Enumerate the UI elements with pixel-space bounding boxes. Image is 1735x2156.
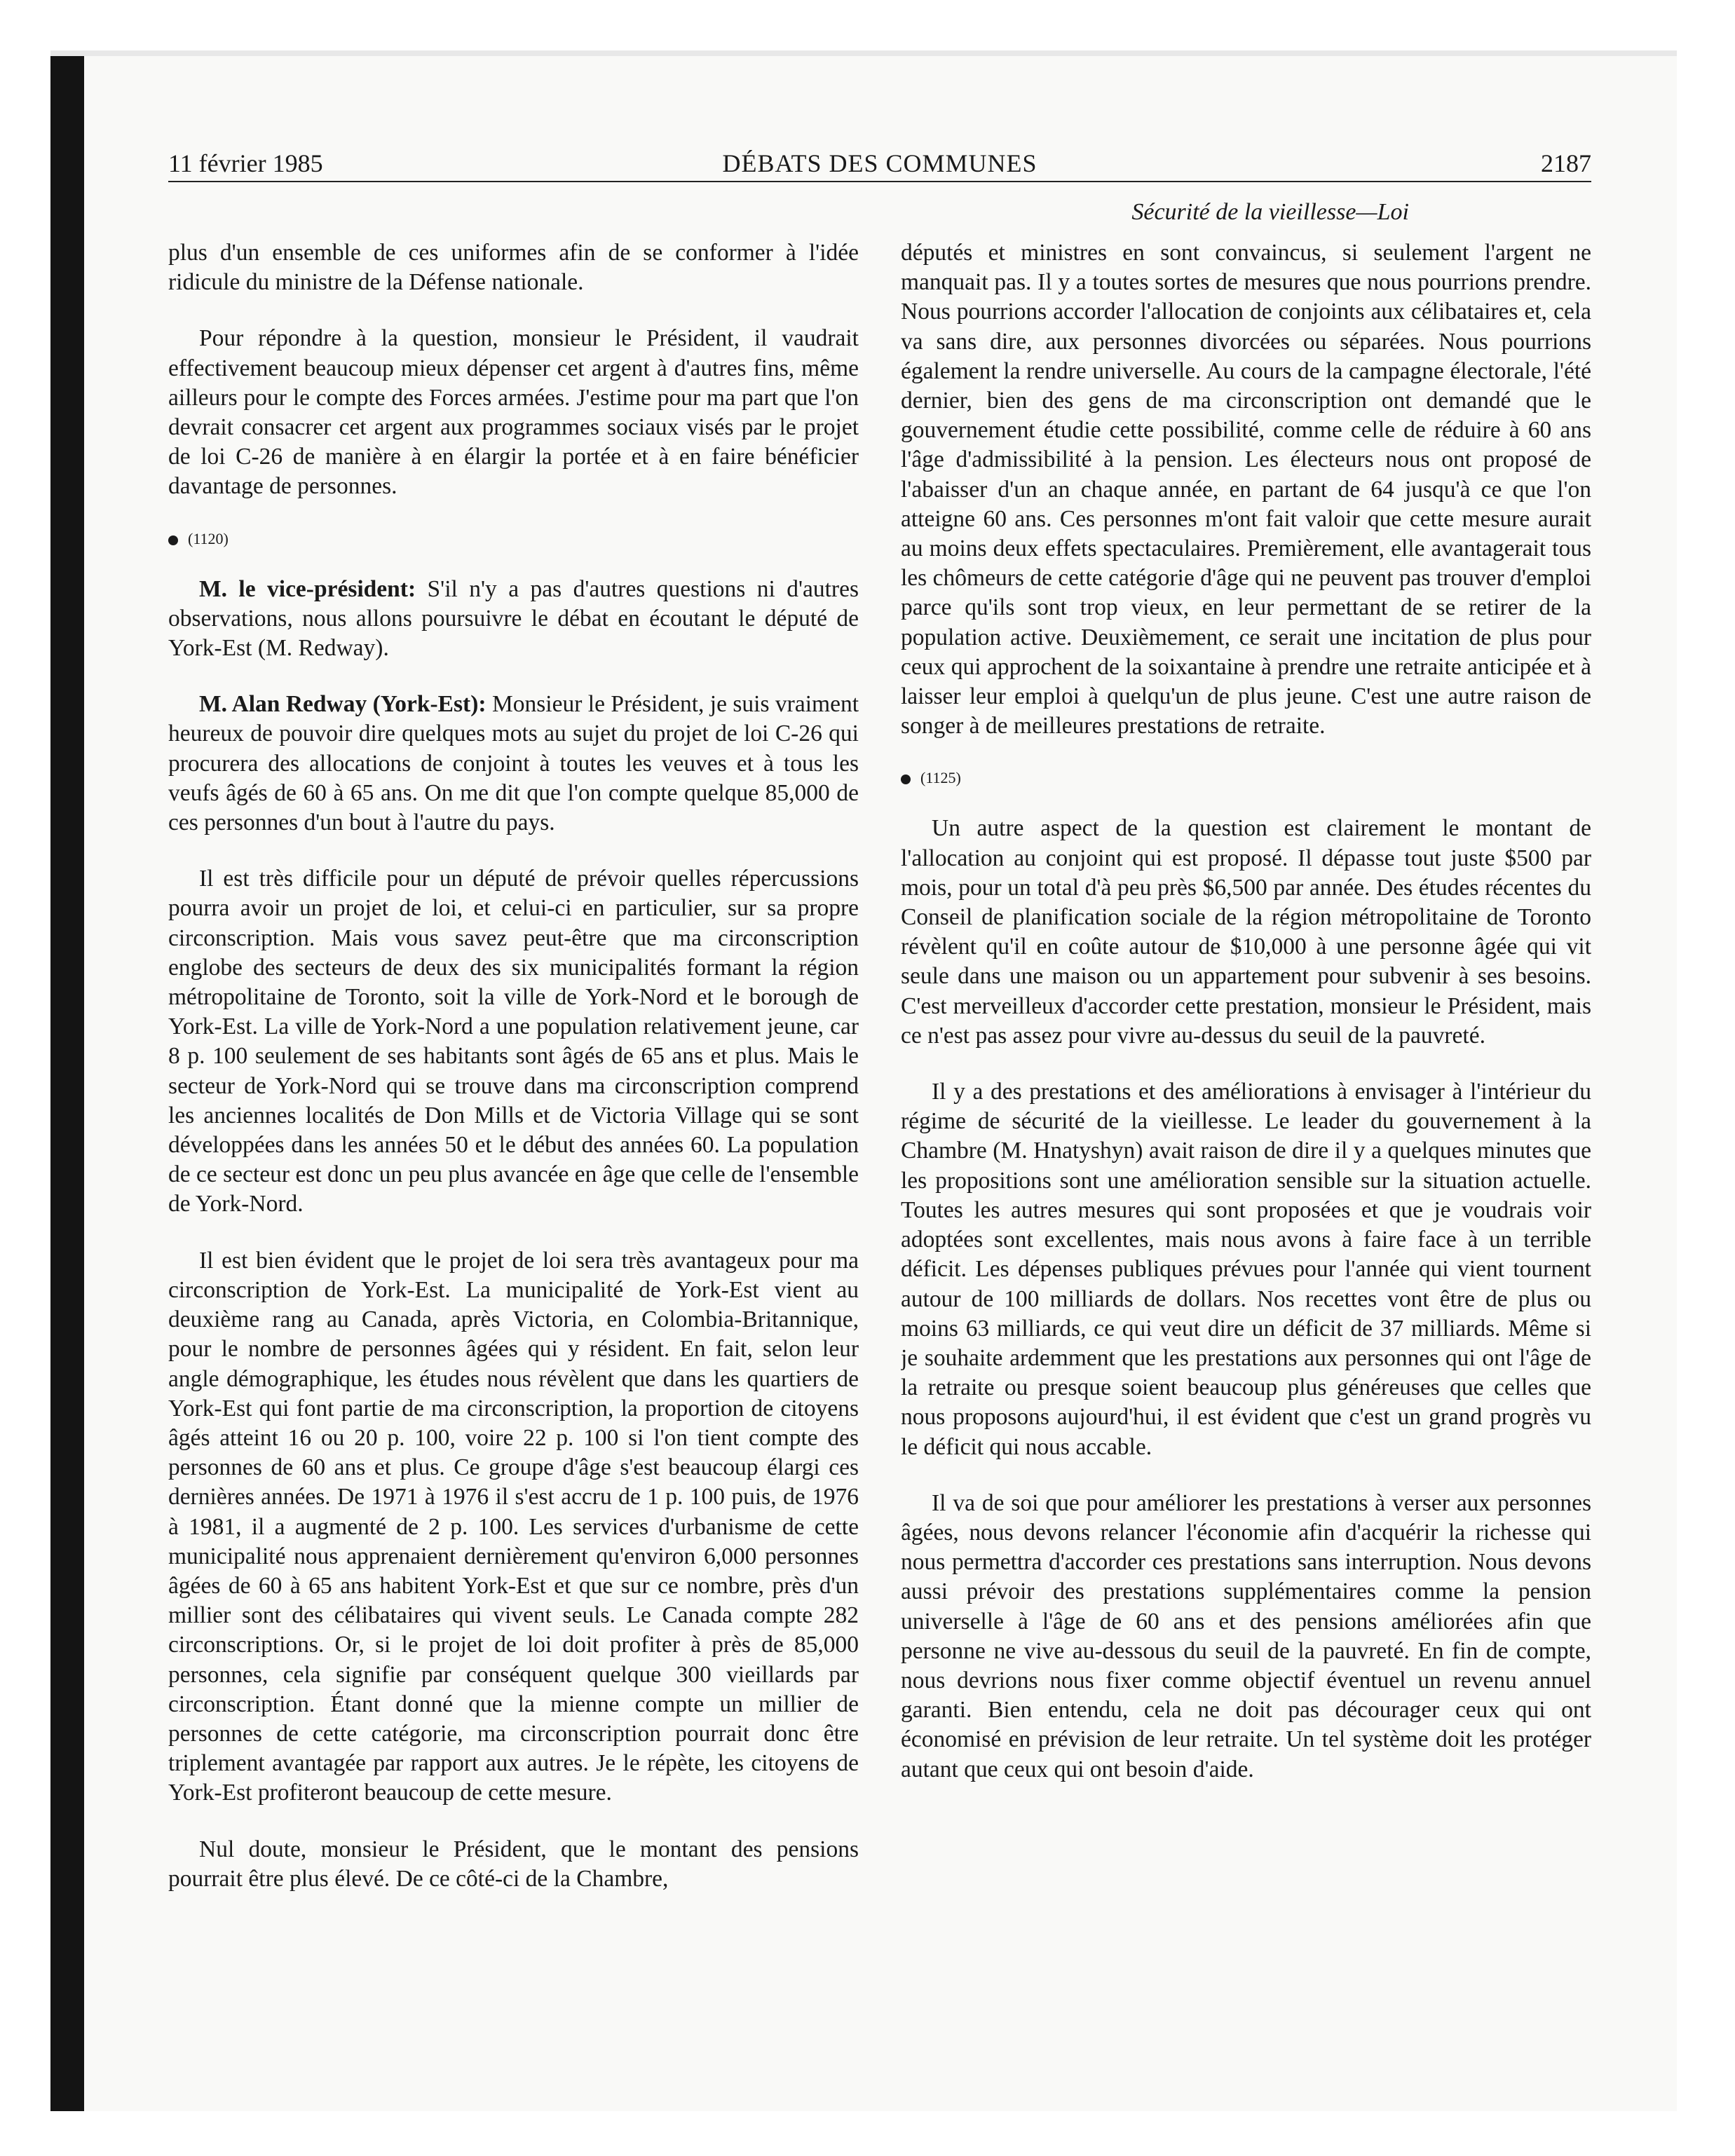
speaker-name: M. Alan Redway (York-Est): xyxy=(199,691,487,718)
paragraph: Pour répondre à la question, monsieur le Président, il vaudrait effectivement beaucoup mieux dépenser cet argent à d'autres fins, même ailleurs pour le compte des Forces armées. J'estime pour ma part que l'on devrait consacrer cet argent aux programmes sociaux visés par le projet de loi C-26 de manière à en élargir la portée et à en faire bénéficier davantage de personnes. xyxy=(168,325,859,500)
speech-text: Monsieur le Président, je suis vraiment heureux de pouvoir dire quelques mots au sujet du projet de loi C-26 qui procurera des allocations de conjoint à toutes les veuves et à tous les veufs âgés de 60 à 65 ans. On me dit que l'on compte quelque 85,000 de ces personnes d'un bout à l'autre du pays. xyxy=(168,691,859,836)
bullet-icon xyxy=(901,775,911,784)
paragraph: Il y a des prestations et des améliorations à envisager à l'intérieur du régime de sécurité de la vieillesse. Le leader du gouvernement à la Chambre (M. Hnatyshyn) avait raison de dire il y a quelques minutes que les propositions sont une amélioration sensible sur la situation actuelle. Toutes les autres mesures qui sont proposées et que je voudrais voir adoptées sont excellentes, mais nous avons à faire face à un terrible déficit. Les dépenses publiques prévues pour l'année qui vient tournent autour de 100 milliards de dollars. Nos recettes vont être de plus ou moins 63 milliards, ce qui veut dire un déficit de 37 milliards. Même si je souhaite ardemment que les prestations aux personnes qui ont l'âge de la retraite ou presque soient beaucoup plus généreuses que celles que nous proposons aujourd'hui, il est évident que c'est un grand progrès vu le déficit qui nous accable. xyxy=(901,1079,1591,1460)
header-page-number: 2187 xyxy=(1541,149,1591,177)
speech-text: S'il n'y a pas d'autres questions ni d'autres observations, nous allons poursuivre le débat en écoutant le député de York-Est (M. Redway). xyxy=(168,575,859,662)
running-title: Sécurité de la vieillesse—Loi xyxy=(1131,199,1409,225)
scan-border xyxy=(50,50,84,2111)
paragraph: Il est très difficile pour un député de prévoir quelles répercussions pourra avoir un projet de loi, et celui-ci en particulier, sur sa propre circonscription. Mais vous savez peut-être que ma circonscription englobe des secteurs de deux des six municipalités formant la région métropolitaine de Toronto, soit la ville de York-Nord et le borough de York-Est. La ville de York-Nord a une population relativement jeune, car 8 p. 100 seulement de ses habitants sont âgés de 65 ans et plus. Mais le secteur de York-Nord qui se trouve dans ma circonscription comprend les anciennes localités de Don Mills et de Victoria Village qui se sont développées dans les années 50 et le début des années 60. La population de ce secteur est donc un peu plus avancée en âge que celle de l'ensemble de York-Nord. xyxy=(168,866,859,1217)
header-rule xyxy=(168,181,1591,182)
right-column xyxy=(901,238,1591,2075)
paragraph xyxy=(168,690,859,838)
speaker-name: M. le vice-président: xyxy=(199,575,416,602)
scan-edge xyxy=(50,50,1677,56)
paragraph xyxy=(168,575,859,664)
time-marker xyxy=(901,767,1591,789)
paragraph: plus d'un ensemble de ces uniformes afin de se conformer à l'idée ridicule du ministre de la Défense nationale. xyxy=(168,240,859,296)
paragraph: Il va de soi que pour améliorer les prestations à verser aux personnes âgées, nous devons relancer l'économie afin d'acquérir la richesse qui nous permettra d'accorder ces prestations sans interruption. Nous devons aussi prévoir des prestations supplémentaires comme la pension universelle à l'âge de 60 ans et des pensions améliorées afin que personne ne vive au-dessous du seuil de la pauvreté. En fin de compte, nous devrions nous fixer comme objectif éventuel un revenu annuel garanti. Bien entendu, cela ne doit pas décourager ceux qui ont économisé en prévision de leur retraite. Un tel système doit les protéger autant que ceux qui ont besoin d'aide. xyxy=(901,1489,1591,1782)
paragraph: Nul doute, monsieur le Président, que le montant des pensions pourrait être plus élevé. De ce côté-ci de la Chambre, xyxy=(168,1836,859,1892)
time-marker-label: (1125) xyxy=(920,769,961,787)
page-header xyxy=(168,146,1591,181)
header-date: 11 février 1985 xyxy=(168,149,323,177)
bullet-icon xyxy=(168,535,178,545)
left-column xyxy=(168,238,859,2075)
paragraph: députés et ministres en sont convaincus, si seulement l'argent ne manquait pas. Il y a toutes sortes de mesures que nous pourrions prendre. Nous pourrions accorder l'allocation de conjoints aux célibataires et, cela va sans dire, aux personnes divorcées ou séparées. Nous pourrions également la rendre universelle. Au cours de la campagne électorale, l'été dernier, bien des gens de ma circonscription ont demandé que le gouvernement étudie cette possibilité, comme celle de réduire à 60 ans l'âge d'admissibilité à la pension. Les électeurs nous ont proposé de l'abaisser d'un an chaque année, en partant de 64 jusqu'à ce que l'on atteigne 60 ans. Ces personnes m'ont fait valoir que cette mesure aurait au moins deux effets spectaculaires. Premièrement, elle avantagerait tous les chômeurs de cette catégorie d'âge qui ne peuvent pas trouver d'emploi parce qu'ils sont trop vieux, en leur permettant de se retirer de la population active. Deuxièmement, ce serait une incitation de plus pour ceux qui approchent de la soixantaine à prendre une retraite anticipée et à laisser leur emploi à quelqu'un de plus jeune. C'est une autre raison de songer à de meilleures prestations de retraite. xyxy=(901,240,1591,739)
header-title: DÉBATS DES COMMUNES xyxy=(722,149,1037,177)
paragraph: Un autre aspect de la question est clairement le montant de l'allocation au conjoint qui est proposé. Il dépasse tout juste $500 par mois, pour un total d'à peu près $6,500 par année. Des études récentes du Conseil de planification sociale de la région métropolitaine de Toronto révèlent qu'il en coûte autour de $10,000 à une personne âgée qui vit seule dans une maison ou un appartement pour subvenir à ses besoins. C'est merveilleux d'accorder cette prestation, monsieur le Président, mais ce n'est pas assez pour vivre au-dessus du seuil de la pauvreté. xyxy=(901,815,1591,1049)
time-marker-label: (1120) xyxy=(188,529,229,547)
time-marker xyxy=(168,528,859,550)
paragraph: Il est bien évident que le projet de loi sera très avantageux pour ma circonscription de York-Est. La municipalité de York-Est vient au deuxième rang au Canada, après Victoria, en Colombia-Britannique, pour le nombre de personnes âgées qui y résident. En fait, selon leur angle démographique, les études nous révèlent que dans les quartiers de York-Est qui font partie de ma circonscription, la proportion de citoyens âgés atteint 16 ou 20 p. 100, voire 22 p. 100 si l'on tient compte des personnes de 60 ans et plus. Ce groupe d'âge s'est beaucoup élargi ces dernières années. De 1971 à 1976 il s'est accru de 1 p. 100 puis, de 1976 à 1981, il a augmenté de 2 p. 100. Les services d'urbanisme de cette municipalité nous apprenaient dernièrement qu'environ 6,000 personnes âgées de 60 à 65 ans habitent York-Est et que sur ce nombre, près d'un millier sont des célibataires qui vivent seuls. Le Canada compte 282 circonscriptions. Or, si le projet de loi doit profiter à près de 85,000 personnes, cela signifie par conséquent quelque 300 vieillards par circonscription. Étant donné que la mienne compte un millier de personnes de cette catégorie, ma circonscription pourrait donc être triplement avantagée par rapport aux autres. Je le répète, les citoyens de York-Est profiteront beaucoup de cette mesure. xyxy=(168,1247,859,1806)
